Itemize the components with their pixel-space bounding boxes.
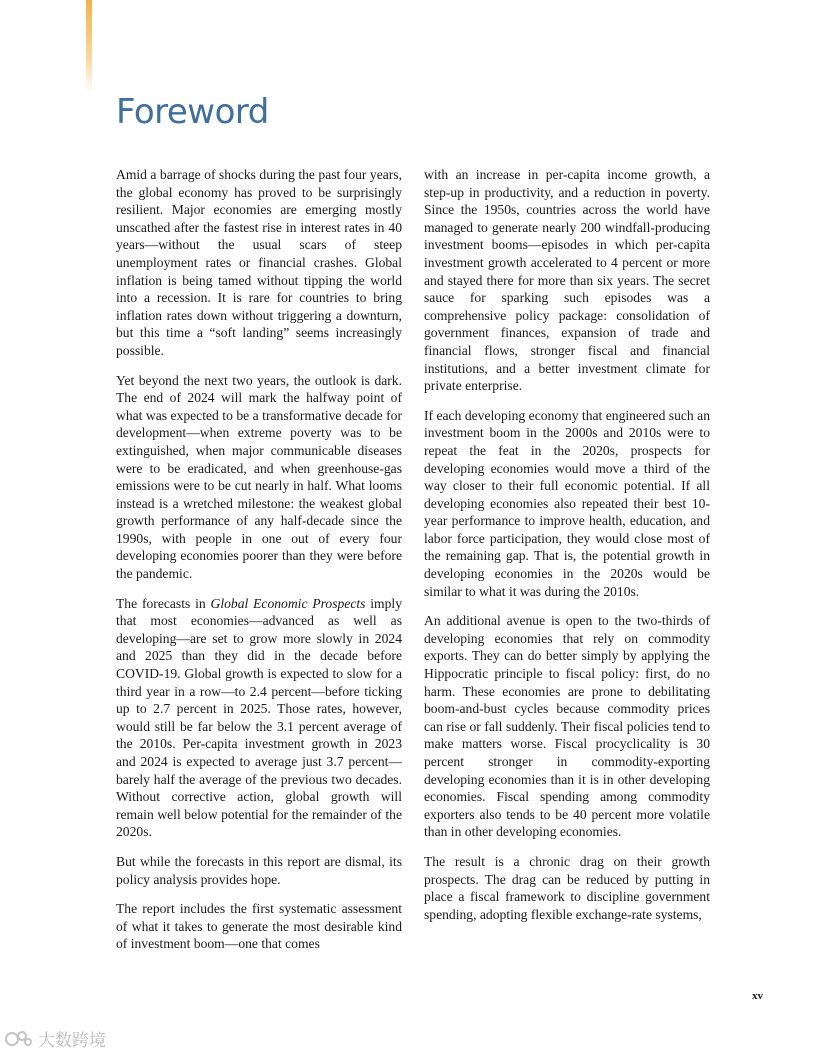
paragraph: An additional avenue is open to the two-thirds of developing economies that rely on commodity exports. They can do better simply by applying the Hippocratic principle to fiscal policy: first, do no harm. These economies are prone to debilitating boom-and-bust cycles because commodity prices can rise or fall suddenly. Their fiscal policies tend to make matters worse. Fiscal procyclicality is 30 percent stronger in commodity-exporting developing economies than it is in other developing economies. Fiscal spending among commodity exporters also tends to be 40 percent more volatile than in other developing economies. bbox=[424, 613, 710, 840]
left-column bbox=[116, 166, 402, 965]
paragraph: The result is a chronic drag on their growth prospects. The drag can be reduced by putting in place a fiscal framework to discipline government spending, adopting flexible exchange-rate systems, bbox=[424, 853, 710, 922]
paragraph: Yet beyond the next two years, the outlook is dark. The end of 2024 will mark the halfway point of what was expected to be a transformative decade for development—when extreme poverty was to be extinguished, when major communicable diseases were to be eradicated, and when greenhouse-gas emissions were to be cut nearly in half. What looms instead is a wretched milestone: the weakest global growth performance of any half-decade since the 1990s, with people in one out of every four developing economies poorer than they were before the pandemic. bbox=[116, 372, 402, 582]
paragraph: Amid a barrage of shocks during the past four years, the global economy has proved to be surprisingly resilient. Major economies are emerging mostly unscathed after the fastest rise in interest rates in 40 years—without the usual scars of steep unemployment rates or financial crashes. Global inflation is being tamed without tipping the world into a recession. It is rare for countries to bring inflation rates down without triggering a downturn, but this time a “soft landing” seems increasingly possible. bbox=[116, 167, 402, 358]
paragraph: with an increase in per-capita income growth, a step-up in productivity, and a reduction in poverty. Since the 1950s, countries across the world have managed to generate nearly 200 windfall-producing investment booms—episodes in which per-capita investment growth accelerated to 4 percent or more and stayed there for more than six years. The secret sauce for sparking such episodes was a comprehensive policy package: consolidation of government finances, expansion of trade and financial flows, stronger fiscal and financial institutions, and a better investment climate for private enterprise. bbox=[424, 167, 710, 394]
paragraph bbox=[116, 595, 402, 841]
paragraph-text: The forecasts in bbox=[116, 595, 211, 611]
page-title: Foreword bbox=[116, 92, 269, 132]
watermark-text: 大数跨境 bbox=[38, 1031, 106, 1051]
watermark bbox=[4, 1026, 106, 1051]
paragraph: If each developing economy that engineered such an investment boom in the 2000s and 2010s were to repeat the feat in the 2020s, prospects for developing economies would move a third of the way closer to their full economic potential. If all developing economies also repeated their best 10-year performance to improve health, education, and labor force participation, they would close most of the remaining gap. That is, the potential growth in developing economies in the 2020s would be similar to what it was during the 2010s. bbox=[424, 407, 710, 599]
right-column bbox=[424, 166, 710, 935]
report-title-italic: Global Economic Prospects bbox=[210, 595, 366, 611]
accent-bar bbox=[86, 0, 92, 92]
watermark-logo-icon bbox=[4, 1028, 34, 1050]
paragraph: But while the forecasts in this report are dismal, its policy analysis provides hope. bbox=[116, 853, 402, 887]
paragraph-text: imply that most economies—advanced as well as developing—are set to grow more slowly in 2024 and 2025 than they did in the decade before COVID-19. Global growth is expected to slow for a third year in a row—to 2.4 percent—before ticking up to 2.7 percent in 2025. Those rates, however, would still be far below the 3.1 percent average of the 2010s. Per-capita investment growth in 2023 and 2024 is expected to average just 3.7 percent—barely half the average of the previous two decades. Without corrective action, global growth will remain well below potential for the remainder of the 2020s. bbox=[116, 595, 402, 840]
page-number: xv bbox=[752, 990, 763, 1002]
paragraph: The report includes the first systematic assessment of what it takes to generate the most desirable kind of investment boom—one that comes bbox=[116, 901, 402, 952]
